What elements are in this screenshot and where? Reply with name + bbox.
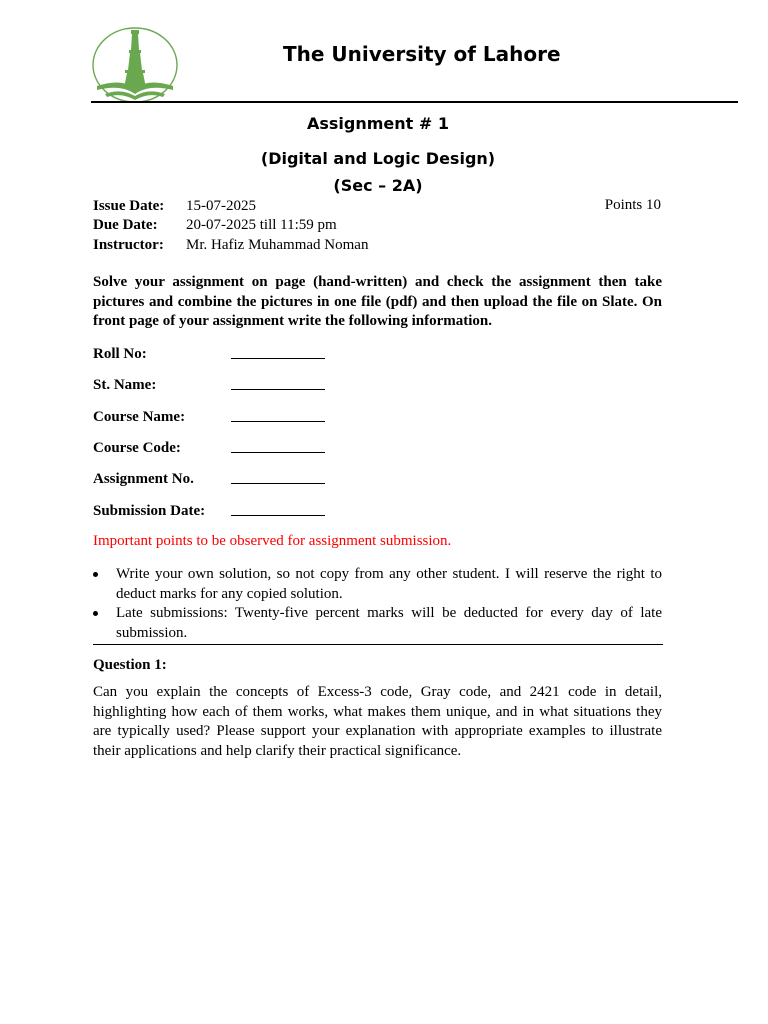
assignment-subject: (Digital and Logic Design) xyxy=(260,149,496,168)
question-body: Can you explain the concepts of Excess-3 code, Gray code, and 2421 code in detail, highlighting how each of them works, what makes them unique, and in what situations they are typically used? Please support your explanation with appropriate examples to illustrate their applications and help clarify their practical significance. xyxy=(93,684,662,759)
field-label: Submission Date: xyxy=(93,503,206,519)
field-blank-line xyxy=(231,358,325,359)
field-blank-line xyxy=(231,483,325,484)
field-blank-line xyxy=(231,452,325,453)
field-label: Assignment No. xyxy=(93,471,194,487)
header-divider xyxy=(91,101,738,103)
issue-date-value: 15-07-2025 xyxy=(186,198,256,214)
important-heading: Important points to be observed for assignment submission. xyxy=(93,533,452,549)
question-title: Question 1: xyxy=(93,657,167,673)
university-title: The University of Lahore xyxy=(283,42,561,66)
minar-e-pakistan-logo-icon xyxy=(91,26,179,104)
field-blank-line xyxy=(231,421,325,422)
field-blank-line xyxy=(231,515,325,516)
instructor-label: Instructor: xyxy=(93,237,164,253)
important-bullet-list xyxy=(93,565,662,643)
field-blank-line xyxy=(231,389,325,390)
instructions-paragraph: Solve your assignment on page (hand-written) and check the assignment then take pictures and combine the pictures in one file (pdf) and then upload the file on Slate. On front page of your assignment write the following information. xyxy=(93,274,662,329)
assignment-section: (Sec – 2A) xyxy=(333,176,423,195)
assignment-title: Assignment # 1 xyxy=(307,114,449,133)
bullet-text: Late submissions: Twenty-five percent marks will be deducted for every day of late submission. xyxy=(116,605,662,641)
bullet-icon xyxy=(93,611,98,616)
field-label: Roll No: xyxy=(93,346,147,362)
issue-date-label: Issue Date: xyxy=(93,198,165,214)
field-label: Course Code: xyxy=(93,440,181,456)
list-item xyxy=(93,565,662,604)
field-label: St. Name: xyxy=(93,377,157,393)
bullet-text: Write your own solution, so not copy from any other student. I will reserve the right to deduct marks for any copied solution. xyxy=(116,566,662,602)
list-item xyxy=(93,604,662,643)
due-date-label: Due Date: xyxy=(93,217,158,233)
due-date-value: 20-07-2025 till 11:59 pm xyxy=(186,217,337,233)
bullet-icon xyxy=(93,572,98,577)
points-value: Points 10 xyxy=(604,197,661,213)
section-divider xyxy=(93,644,663,645)
instructor-value: Mr. Hafiz Muhammad Noman xyxy=(186,237,369,253)
field-label: Course Name: xyxy=(93,409,186,425)
